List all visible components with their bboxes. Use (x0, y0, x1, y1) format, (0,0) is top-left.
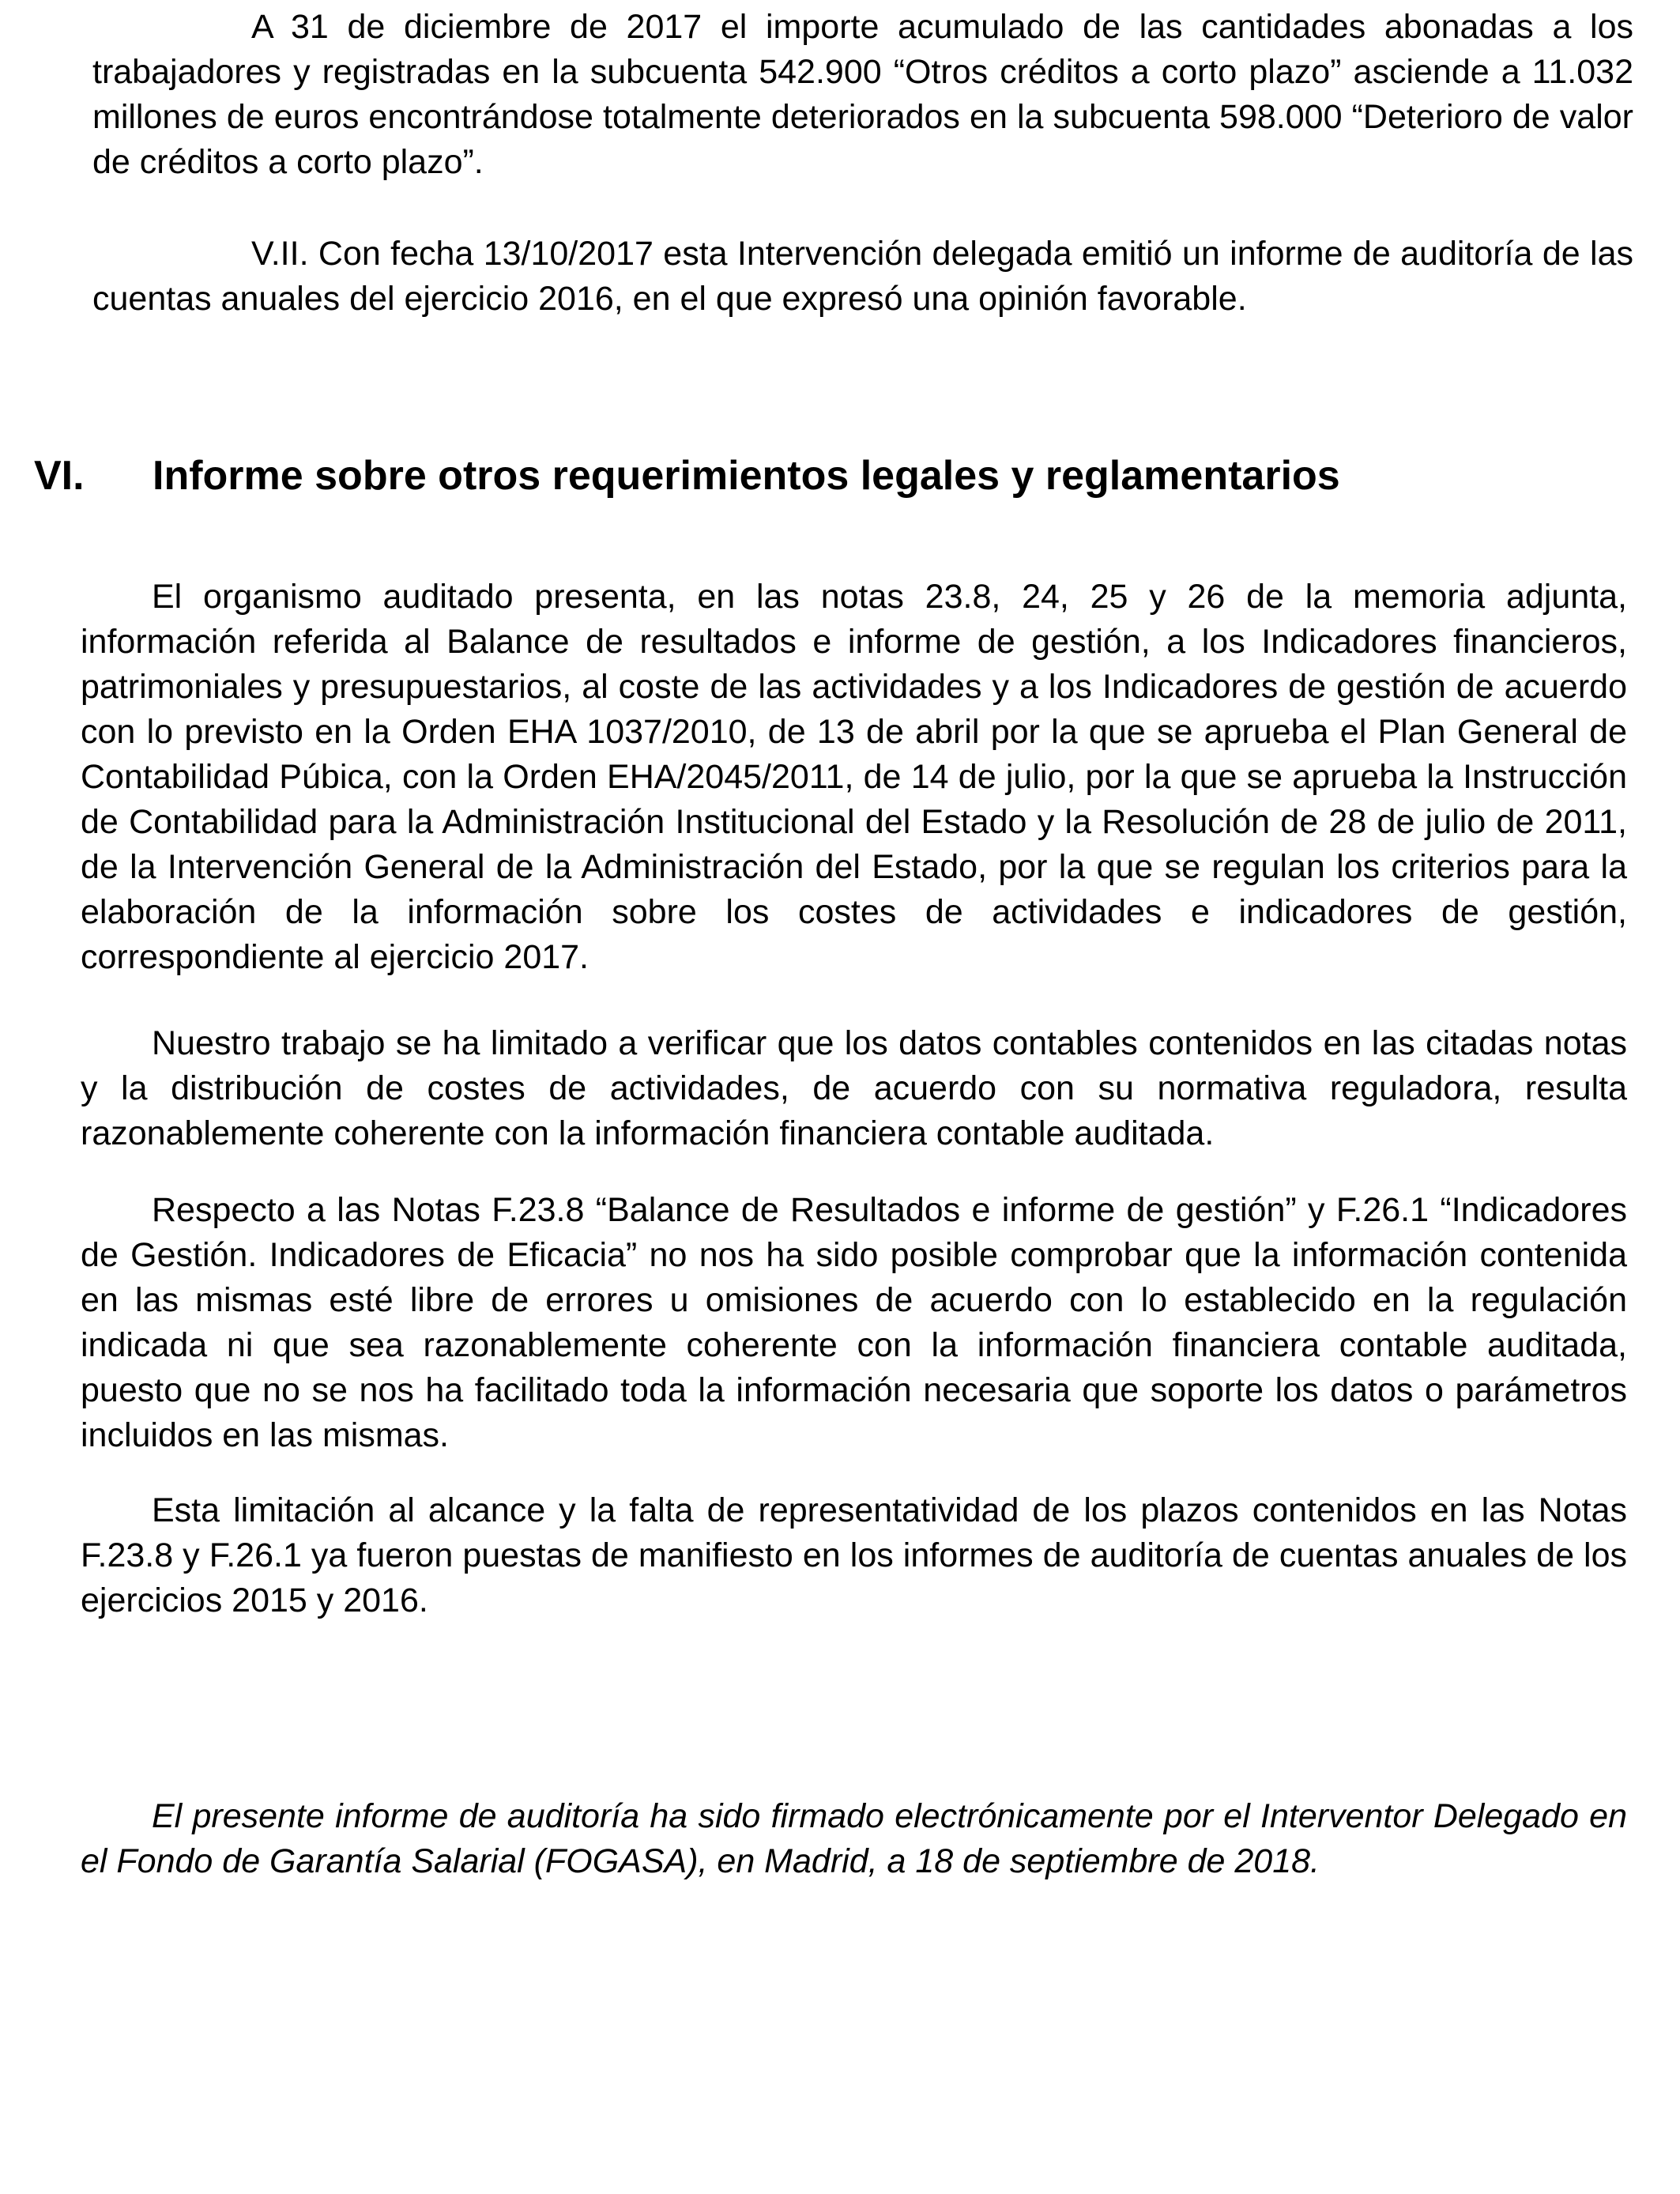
paragraph-limitacion-alcance: Esta limitación al alcance y la falta de representatividad de los plazos contenidos en las Notas F.23.8 y F.26.1 ya fueron puestas de manifiesto en los informes de auditoría de cuentas anuales de los ejercicios 2015 y 2016. (81, 1491, 1627, 1619)
paragraph-respecto-notas: Respecto a las Notas F.23.8 “Balance de Resultados e informe de gestión” y F.26.1 “Indicadores de Gestión. Indicadores de Eficacia” no nos ha sido posible comprobar que la información contenida en las mismas esté libre de errores u omisiones de acuerdo con lo establecido en la regulación indicada ni que sea razonablemente coherente con la información financiera contable auditada, puesto que no se nos ha facilitado toda la información necesaria que soporte los datos o parámetros incluidos en las mismas. (81, 1191, 1627, 1454)
paragraph-organismo-auditado: El organismo auditado presenta, en las notas 23.8, 24, 25 y 26 de la memoria adjunta, información referida al Balance de resultados e informe de gestión, a los Indicadores financieros, patrimoniales y presupuestarios, al coste de las actividades y a los Indicadores de gestión de acuerdo con lo previsto en la Orden EHA 1037/2010, de 13 de abril por la que se aprueba el Plan General de Contabilidad Púbica, con la Orden EHA/2045/2011, de 14 de julio, por la que se aprueba la Instrucción de Contabilidad para la Administración Institucional del Estado y la Resolución de 28 de julio de 2011, de la Intervención General de la Administración del Estado, por la que se regulan los criterios para la elaboración de la información sobre los costes de actividades e indicadores de gestión, correspondiente al ejercicio 2017. (81, 578, 1627, 976)
section-heading-label: Informe sobre otros requerimientos legales y reglamentarios (153, 453, 1340, 499)
paragraph-nuestro-trabajo: Nuestro trabajo se ha limitado a verificar que los datos contables contenidos en las citadas notas y la distribución de costes de actividades, de acuerdo con su normativa reguladora, resulta razonablemente coherente con la información financiera contable auditada. (81, 1024, 1627, 1152)
paragraph-subcuenta-542900: A 31 de diciembre de 2017 el importe acumulado de las cantidades abonadas a los trabajadores y registradas en la subcuenta 542.900 “Otros créditos a corto plazo” asciende a 11.032 millones de euros encontrándose totalmente deteriorados en la subcuenta 598.000 “Deterioro de valor de créditos a corto plazo”. (92, 8, 1633, 181)
section-heading (34, 452, 1633, 499)
section-heading-number: VI. (34, 453, 85, 499)
paragraph-informe-auditoria-2016: V.II. Con fecha 13/10/2017 esta Intervención delegada emitió un informe de auditoría de las cuentas anuales del ejercicio 2016, en el que expresó una opinión favorable. (92, 235, 1633, 318)
paragraph-firma-electronica: El presente informe de auditoría ha sido firmado electrónicamente por el Interventor Delegado en el Fondo de Garantía Salarial (FOGASA), en Madrid, a 18 de septiembre de 2018. (81, 1797, 1627, 1880)
